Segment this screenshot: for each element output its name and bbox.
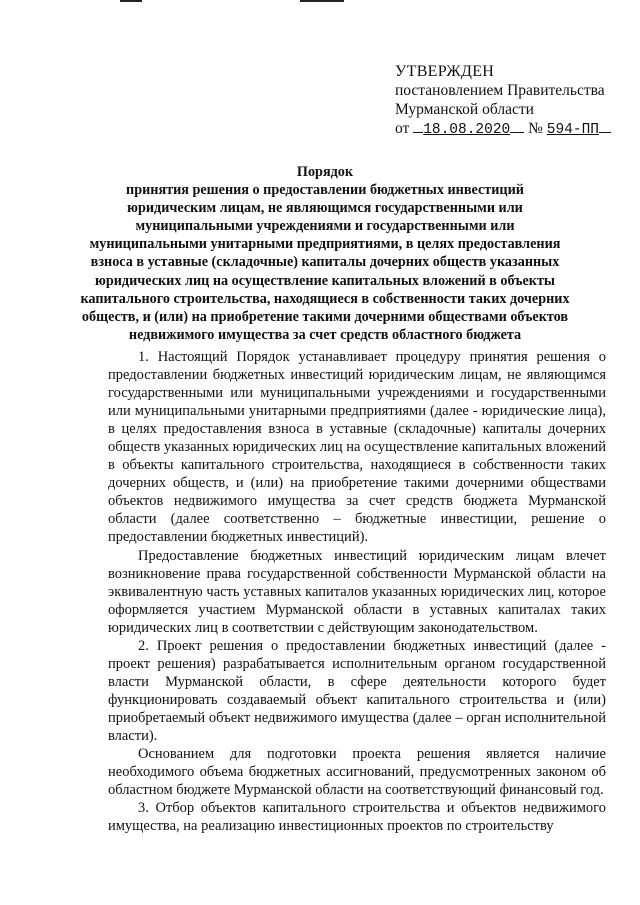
document-title [80,163,570,344]
approval-line-2: Мурманской области [395,101,534,118]
approval-line-1: постановлением Правительства [395,82,605,99]
approval-number: 594-ПП [546,122,599,138]
paragraph-3: 2. Проект решения о предоставлении бюджетных инвестиций (далее - проект решения) разрабатывается исполнительным органом государственной власти Мурманской области, в сфере деятельности которого будет функционировать создаваемый объект капитального строительства и (или) приобретаемый объект недвижимого имущества (далее – орган исполнительной власти). [108,637,606,744]
top-scan-marks [0,0,640,6]
scan-mark-right [300,0,344,2]
title-subheading: принятия решения о предоставлении бюджетных инвестиций юридическим лицам, не являющимся государственными или муниципальными учреждениями и государственными или муниципальными унитарными предприятиями, в целях предоставления взноса в уставные (складочные) капиталы дочерних обществ указанных юридических лиц на осуществление капитальных вложений в объекты капитального строительства, находящиеся в собственности таких дочерних обществ, и (или) на приобретение такими дочерними обществами объектов недвижимого имущества за счет средств областного бюджета [80,182,570,343]
paragraph-2: Предоставление бюджетных инвестиций юридическим лицам влечет возникновение права государственной собственности Мурманской области на эквивалентную часть уставных капиталов указанных юридических лиц, которое оформляется участием Мурманской области в уставных капиталах таких юридических лиц в соответствии с действующим законодательством. [108,547,606,636]
paragraph-1: 1. Настоящий Порядок устанавливает процедуру принятия решения о предоставлении бюджетных инвестиций юридическим лицам, не являющимся государственными или муниципальными учреждениями и государственными или муниципальными унитарными предприятиями (далее - юридические лица), в целях предоставления взноса в уставные (складочные) капиталы дочерних обществ указанных юридических лиц на осуществление капитальных вложений в объекты капитального строительства, находящиеся в собственности таких дочерних обществ, и (или) на приобретение такими дочерними обществами объектов недвижимого имущества за счет средств бюджета Мурманской области (далее соответственно – бюджетные инвестиции, решение о предоставлении бюджетных инвестиций). [108,349,606,546]
document-body [108,348,606,835]
approval-stamp [395,62,625,140]
title-heading: Порядок [296,164,354,180]
date-prefix: от [395,120,410,137]
paragraph-5: 3. Отбор объектов капитального строительства и объектов недвижимого имущества, на реализацию инвестиционных проектов по строительству [108,800,606,835]
paragraph-4: Основанием для подготовки проекта решения является наличие необходимого объема бюджетных ассигнований, предусмотренных законом об областном бюджете Мурманской области на соответствующий финансовый год. [108,746,606,799]
approval-date-line [395,119,625,140]
number-prefix: № [528,120,543,137]
approval-label: УТВЕРЖДЕН [395,63,495,80]
scan-mark-left [120,0,142,2]
approval-date: 18.08.2020 [423,122,511,138]
